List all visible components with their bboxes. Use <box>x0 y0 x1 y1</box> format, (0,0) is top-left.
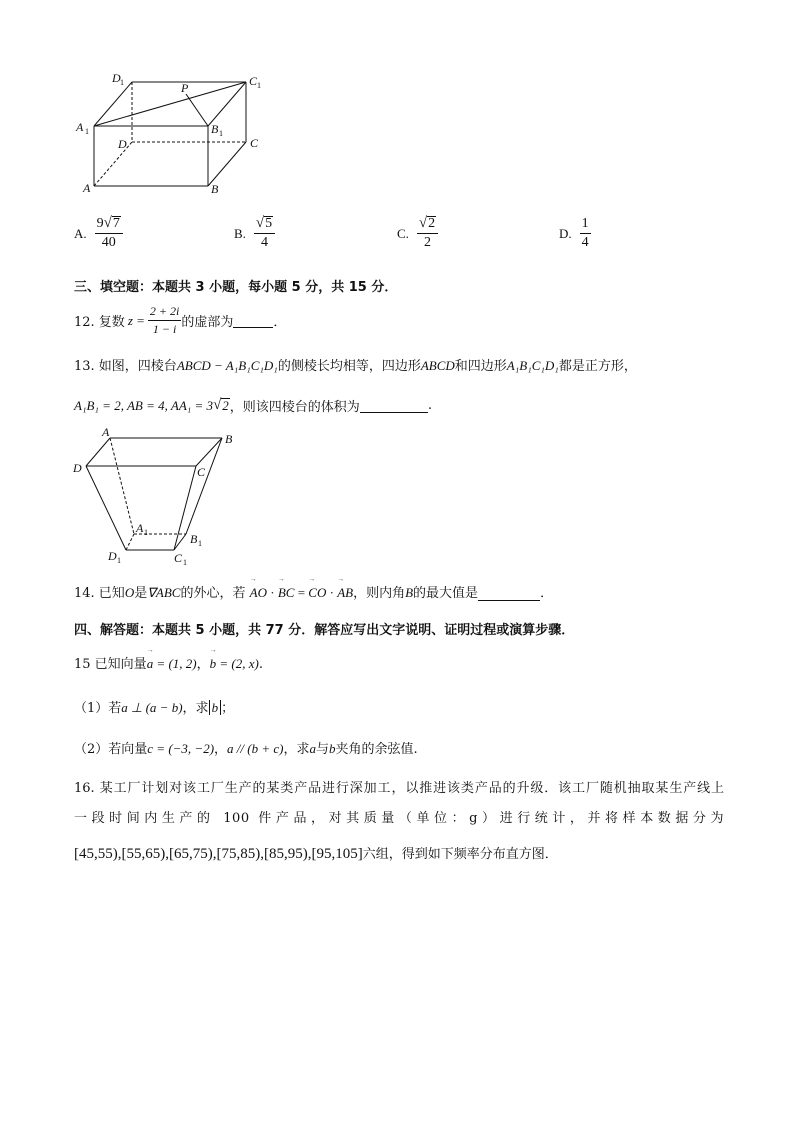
svg-text:1: 1 <box>183 558 187 567</box>
question-16-line1: 16. 某工厂计划对该工厂生产的某类产品进行深加工，以推进该类产品的升级．该工厂随机抽取某生产线上 <box>74 781 724 796</box>
question-16-line2: 一段时间内生产的 100 件产品，对其质量（单位：g）进行统计，并将样本数据分为 <box>74 811 724 826</box>
fig2-label-C1: C <box>174 551 183 565</box>
question-14: 14. 已知O是∇ABC的外心，若 → AO · → BC = → CO · → AB，则内角B的最大值是 ． <box>74 582 553 601</box>
fig2-label-B: B <box>225 432 233 446</box>
svg-text:1: 1 <box>219 129 223 138</box>
svg-text:1: 1 <box>257 81 261 90</box>
question-13-line1: 13. 如图，四棱台ABCD − A₁B₁C₁D₁的侧棱长均相等，四边形ABCD和四边形A₁B₁C₁D₁都是正方形， <box>74 358 637 374</box>
label-B: B <box>211 182 219 196</box>
question-15-part2: （2）若向量c = (−3, −2)，a // (b + c)，求a与b夹角的余弦值. <box>74 741 418 757</box>
question-15-stem: 15 已知向量→ a = (1, 2)，→ b = (2, x). <box>74 653 263 672</box>
question-12: 12. 复数 z = $\frac{2 + 2i}{1 - i}$ 的虚部为 ． <box>74 304 287 336</box>
svg-text:1: 1 <box>117 556 121 565</box>
fig2-label-B1: B <box>190 532 198 546</box>
svg-text:1: 1 <box>144 528 148 537</box>
label-P: P <box>181 81 189 95</box>
label-C1: C <box>249 74 258 88</box>
label-C: C <box>250 136 259 150</box>
question-16-line3: [45,55),[55,65),[65,75),[75,85),[85,95),[95,105]六组，得到如下频率分布直方图． <box>74 846 558 862</box>
option-b[interactable]: B. √ 5 4 <box>234 216 275 251</box>
question-13-line2: A₁B₁ = 2, AB = 4, AA₁ = 3 √ 2 ，则该四棱台的体积为 . <box>74 397 432 415</box>
fig2-label-A: A <box>102 425 110 439</box>
fig2-label-D1: D <box>108 549 117 563</box>
option-a[interactable]: A. 9 √ 7 40 <box>74 216 123 251</box>
fig2-label-A1: A <box>136 521 144 535</box>
section-3-heading: 三、填空题：本题共 3 小题，每小题 5 分，共 15 分． <box>74 280 398 295</box>
option-d[interactable]: D. $\frac{1}{4}$ <box>559 216 589 250</box>
answer-blank-13[interactable] <box>360 398 428 413</box>
section-4-heading: 四、解答题：本题共 5 小题，共 77 分．解答应写出文字说明、证明过程或演算步骤． <box>74 623 575 638</box>
label-A1: A <box>76 120 84 134</box>
option-c[interactable]: C. √ 2 2 <box>397 216 438 251</box>
answer-blank-14[interactable] <box>478 586 540 601</box>
box-figure <box>74 66 274 198</box>
question-15-part1: （1）若a ⊥ (a − b)，求 b ； <box>74 700 235 716</box>
fig2-label-C: C <box>197 465 206 479</box>
label-D: D <box>118 137 127 151</box>
fig2-label-D: D <box>73 461 82 475</box>
answer-blank-12[interactable] <box>233 313 273 328</box>
svg-text:1: 1 <box>198 539 202 548</box>
svg-text:1: 1 <box>120 78 124 87</box>
label-A: A <box>83 181 91 195</box>
label-B1: B <box>211 122 219 136</box>
label-D1: D <box>112 71 121 85</box>
svg-text:1: 1 <box>85 127 89 136</box>
frustum-figure <box>70 424 240 568</box>
